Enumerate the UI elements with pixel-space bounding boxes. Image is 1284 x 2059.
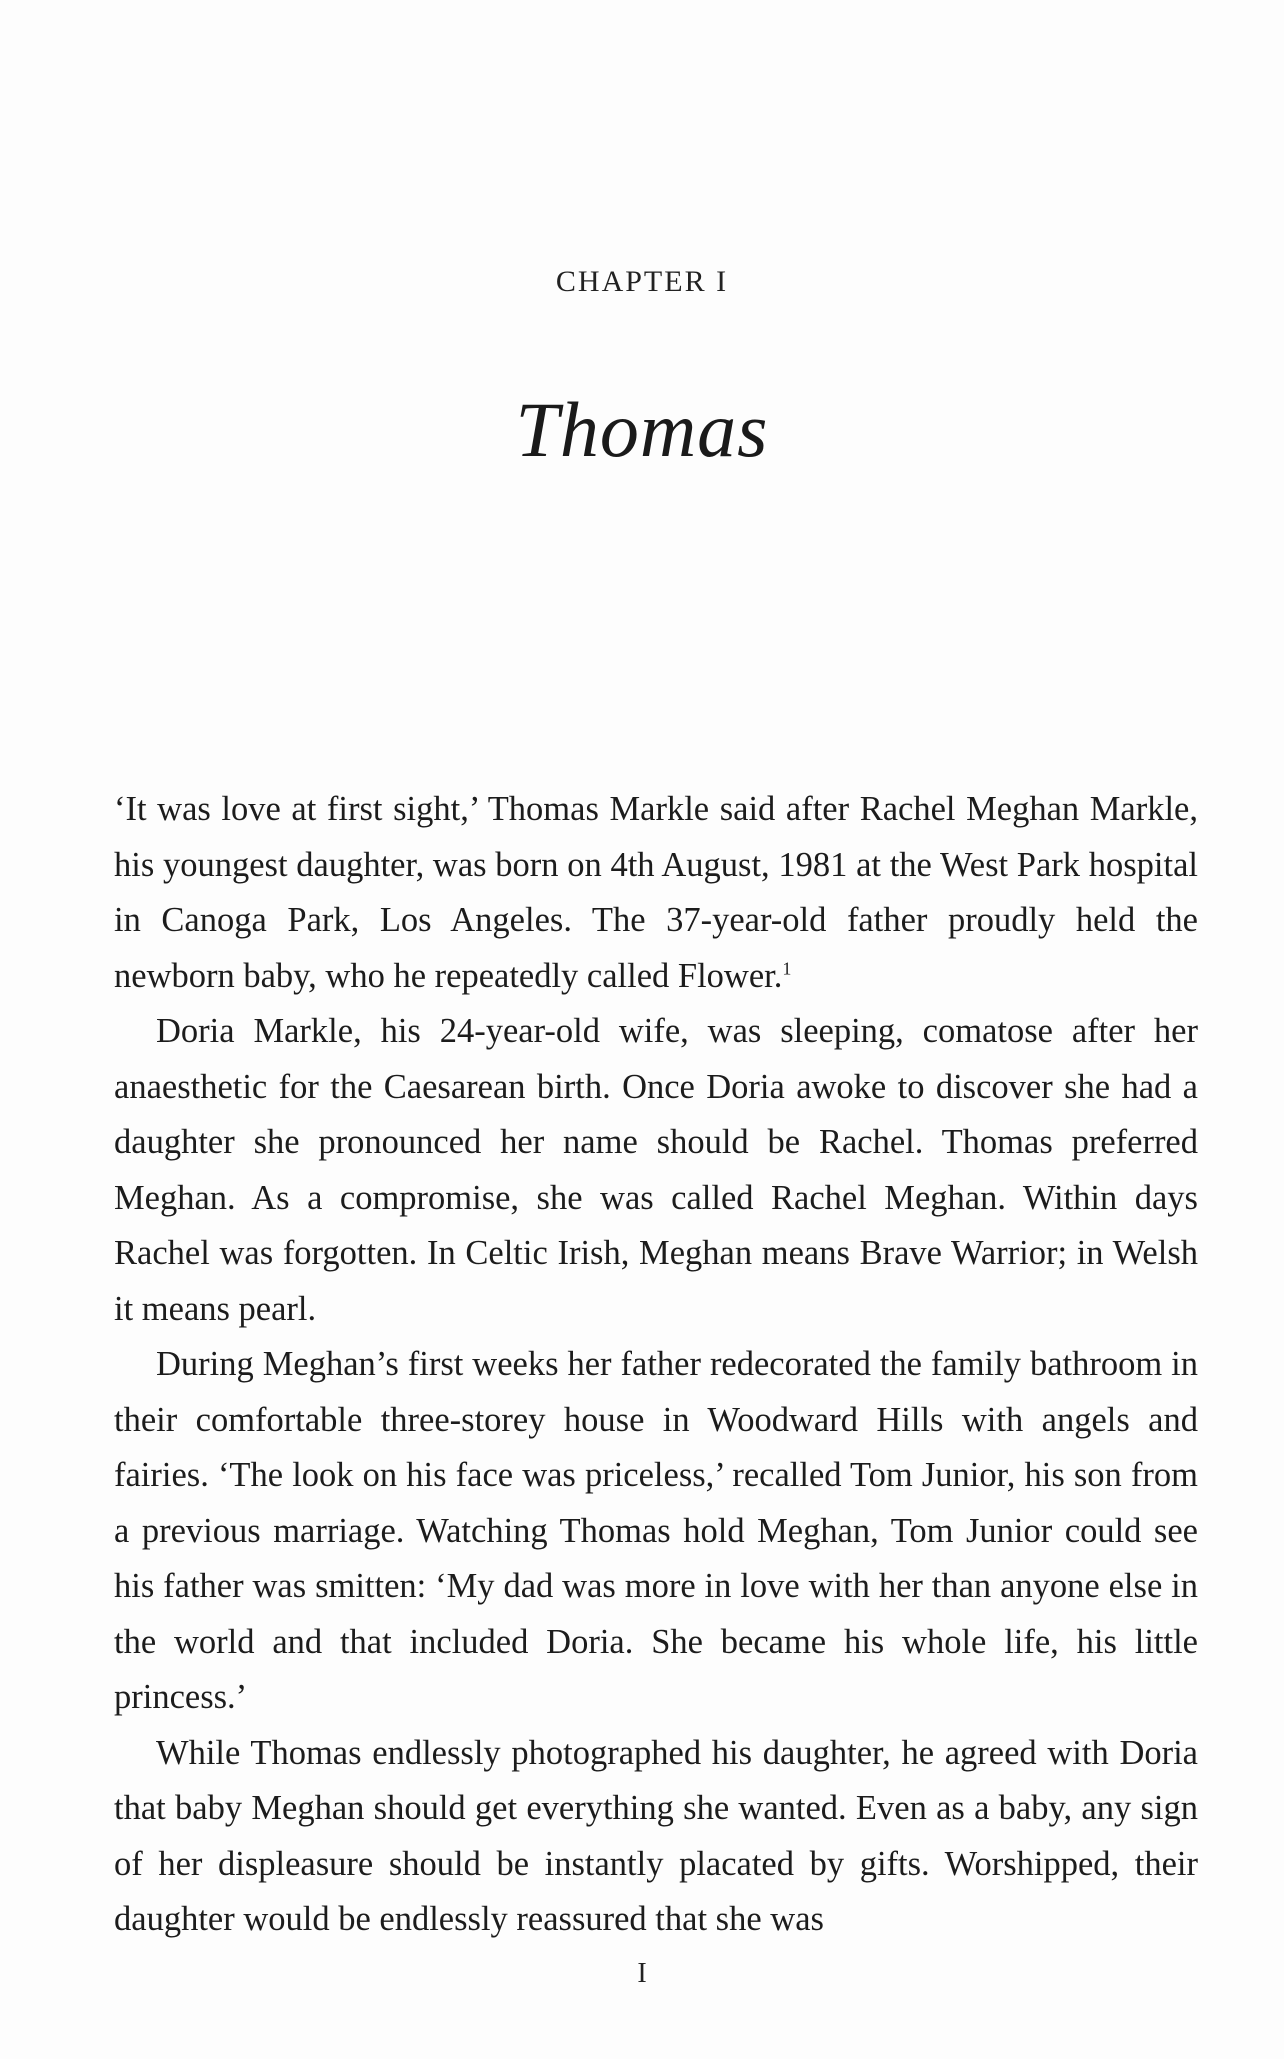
paragraph-text: ‘It was love at first sight,’ Thomas Markle said after Rachel Meghan Markle, his youngest daughter, was born on 4th August, 1981 at the West Park hospital in Canoga Park, Los Angeles. The 37-year-old father proudly held the newborn baby, who he repeatedly called Flower.	[114, 790, 1198, 995]
chapter-label: CHAPTER I	[555, 265, 729, 298]
paragraph: Doria Markle, his 24-year-old wife, was sleeping, comatose after her anaesthetic for the Caesarean birth. Once Doria awoke to discover she had a daughter she pronounced her name should be Rachel. Thomas preferred Meghan. As a compromise, she was called Rachel Meghan. Within days Rachel was forgotten. In Celtic Irish, Meghan means Brave Warrior; in Welsh it means pearl.	[114, 1012, 1198, 1328]
paragraph: During Meghan’s first weeks her father redecorated the family bathroom in their comfortable three-storey house in Woodward Hills with angels and fairies. ‘The look on his face was priceless,’ recalled Tom Junior, his son from a previous marriage. Watching Thomas hold Meghan, Tom Junior could see his father was smitten: ‘My dad was more in love with her than anyone else in the world and that included Doria. She became his whole life, his little princess.’	[114, 1345, 1198, 1716]
chapter-title: Thomas	[515, 386, 769, 473]
page-number: I	[637, 1958, 647, 1989]
paragraph: While Thomas endlessly photographed his daughter, he agreed with Doria that baby Meghan should get everything she wanted. Even as a baby, any sign of her displeasure should be instantly placated by gifts. Worshipped, their daughter would be endlessly reassured that she was	[114, 1733, 1198, 1938]
paragraph	[114, 782, 1198, 1004]
body-text	[114, 782, 1198, 1948]
footnote-reference[interactable]: 1	[782, 958, 792, 978]
